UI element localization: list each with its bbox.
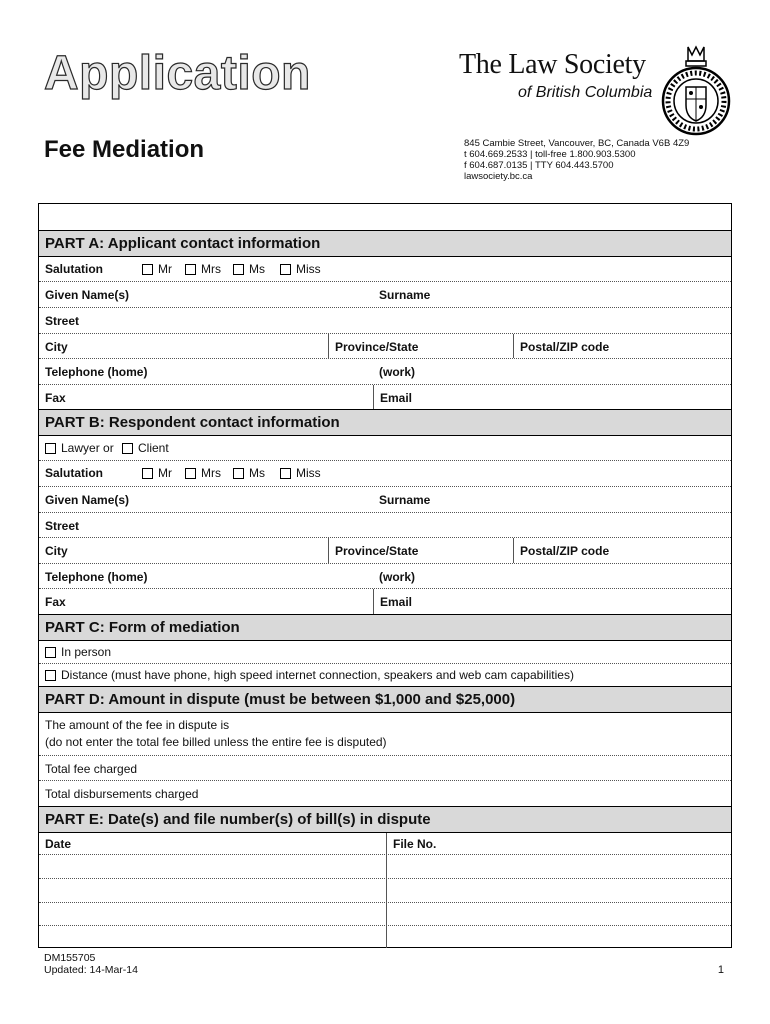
street-field[interactable]: Street xyxy=(45,314,80,328)
surname-field[interactable]: Surname xyxy=(379,493,431,507)
checkbox-icon[interactable] xyxy=(185,264,196,275)
salutation-miss-option[interactable]: Miss xyxy=(280,466,321,480)
salutation-label: Salutation xyxy=(45,466,104,480)
bill-file-no-field[interactable] xyxy=(386,855,731,878)
org-name: The Law Society xyxy=(459,49,646,80)
checkbox-icon[interactable] xyxy=(45,443,56,454)
part-c-in-person-row xyxy=(39,641,731,664)
salutation-mrs-option[interactable]: Mrs xyxy=(185,262,221,276)
bill-file-no-field[interactable] xyxy=(386,879,731,902)
checkbox-icon[interactable] xyxy=(233,264,244,275)
part-b-type-row xyxy=(39,436,731,461)
total-disbursements-field[interactable]: Total disbursements charged xyxy=(45,787,199,801)
bill-row[interactable] xyxy=(39,903,731,926)
part-a-fax-row[interactable] xyxy=(39,385,731,410)
part-a-salutation-row xyxy=(39,257,731,282)
org-website: lawsociety.bc.ca xyxy=(464,171,533,182)
postal-code-field[interactable]: Postal/ZIP code xyxy=(513,334,731,358)
part-b-street-row[interactable] xyxy=(39,513,731,538)
checkbox-icon[interactable] xyxy=(185,468,196,479)
salutation-ms-option[interactable]: Ms xyxy=(233,262,265,276)
telephone-work-field[interactable]: (work) xyxy=(379,570,415,584)
part-a-heading: PART A: Applicant contact information xyxy=(39,230,731,257)
salutation-mr-option[interactable]: Mr xyxy=(142,262,172,276)
amount-note: (do not enter the total fee billed unless the entire fee is disputed) xyxy=(45,735,387,749)
postal-code-field[interactable]: Postal/ZIP code xyxy=(513,538,731,563)
salutation-mrs-option[interactable]: Mrs xyxy=(185,466,221,480)
checkbox-icon[interactable] xyxy=(142,468,153,479)
part-a-city-row[interactable] xyxy=(39,334,731,359)
bill-file-no-field[interactable] xyxy=(386,903,731,925)
amount-in-dispute-row[interactable] xyxy=(39,713,731,756)
part-a-phone-row[interactable] xyxy=(39,359,731,385)
salutation-ms-option[interactable]: Ms xyxy=(233,466,265,480)
fax-field[interactable]: Fax xyxy=(45,391,66,405)
document-id-block xyxy=(44,952,138,976)
org-address: 845 Cambie Street, Vancouver, BC, Canada V6B 4Z9 xyxy=(464,138,690,149)
distance-option[interactable]: Distance (must have phone, high speed internet connection, speakers and web cam capabilities) xyxy=(45,668,574,682)
salutation-label: Salutation xyxy=(45,262,104,276)
given-names-field[interactable]: Given Name(s) xyxy=(45,288,130,302)
bill-row[interactable] xyxy=(39,879,731,903)
org-fax: f 604.687.0135 | TTY 604.443.5700 xyxy=(464,160,614,171)
checkbox-icon[interactable] xyxy=(280,264,291,275)
salutation-mr-option[interactable]: Mr xyxy=(142,466,172,480)
page-title: Application xyxy=(44,47,311,100)
application-form xyxy=(38,203,732,948)
part-a-street-row[interactable] xyxy=(39,308,731,334)
org-contact-block xyxy=(464,138,689,182)
page-subtitle: Fee Mediation xyxy=(44,136,205,163)
blank-top-row[interactable] xyxy=(39,204,731,230)
province-field[interactable]: Province/State xyxy=(328,334,513,358)
amount-label: The amount of the fee in dispute is xyxy=(45,718,230,732)
province-field[interactable]: Province/State xyxy=(328,538,513,563)
lawyer-option[interactable]: Lawyer or xyxy=(45,441,114,455)
bill-table-header xyxy=(39,833,731,855)
org-phone: t 604.669.2533 | toll-free 1.800.903.5300 xyxy=(464,149,636,160)
city-field[interactable]: City xyxy=(45,544,68,558)
email-field[interactable]: Email xyxy=(373,589,731,614)
page-number: 1 xyxy=(717,964,724,976)
email-field[interactable]: Email xyxy=(373,385,731,410)
telephone-home-field[interactable]: Telephone (home) xyxy=(45,365,148,379)
checkbox-icon[interactable] xyxy=(142,264,153,275)
checkbox-icon[interactable] xyxy=(45,670,56,681)
bill-file-no-field[interactable] xyxy=(386,926,731,948)
part-e-heading: PART E: Date(s) and file number(s) of bill(s) in dispute xyxy=(39,806,731,833)
surname-field[interactable]: Surname xyxy=(379,288,431,302)
part-c-distance-row xyxy=(39,664,731,686)
total-fee-field[interactable]: Total fee charged xyxy=(45,762,138,776)
part-b-salutation-row xyxy=(39,461,731,487)
bill-date-field[interactable] xyxy=(39,855,386,878)
bill-row[interactable] xyxy=(39,926,731,948)
given-names-field[interactable]: Given Name(s) xyxy=(45,493,130,507)
street-field[interactable]: Street xyxy=(45,519,80,533)
bill-date-field[interactable] xyxy=(39,903,386,925)
part-b-fax-row[interactable] xyxy=(39,589,731,614)
checkbox-icon[interactable] xyxy=(122,443,133,454)
telephone-work-field[interactable]: (work) xyxy=(379,365,415,379)
in-person-option[interactable]: In person xyxy=(45,645,111,659)
fax-field[interactable]: Fax xyxy=(45,595,66,609)
bill-row[interactable] xyxy=(39,855,731,879)
part-a-name-row[interactable] xyxy=(39,282,731,308)
part-d-heading: PART D: Amount in dispute (must be between $1,000 and $25,000) xyxy=(39,686,731,713)
bill-date-field[interactable] xyxy=(39,879,386,902)
part-b-city-row[interactable] xyxy=(39,538,731,564)
city-field[interactable]: City xyxy=(45,340,68,354)
updated-date: Updated: 14-Mar-14 xyxy=(44,964,138,976)
salutation-miss-option[interactable]: Miss xyxy=(280,262,321,276)
org-tagline: of British Columbia xyxy=(518,84,653,101)
part-b-heading: PART B: Respondent contact information xyxy=(39,409,731,436)
total-fee-row[interactable] xyxy=(39,756,731,781)
part-b-phone-row[interactable] xyxy=(39,564,731,589)
part-c-heading: PART C: Form of mediation xyxy=(39,614,731,641)
checkbox-icon[interactable] xyxy=(45,647,56,658)
total-disbursements-row[interactable] xyxy=(39,781,731,806)
law-society-crest-icon xyxy=(657,43,735,143)
file-no-column-header: File No. xyxy=(386,833,731,854)
bill-date-field[interactable] xyxy=(39,926,386,948)
client-option[interactable]: Client xyxy=(122,441,169,455)
part-b-name-row[interactable] xyxy=(39,487,731,513)
telephone-home-field[interactable]: Telephone (home) xyxy=(45,570,148,584)
checkbox-icon[interactable] xyxy=(233,468,244,479)
date-column-header: Date xyxy=(45,837,72,851)
document-id: DM155705 xyxy=(44,952,96,964)
checkbox-icon[interactable] xyxy=(280,468,291,479)
